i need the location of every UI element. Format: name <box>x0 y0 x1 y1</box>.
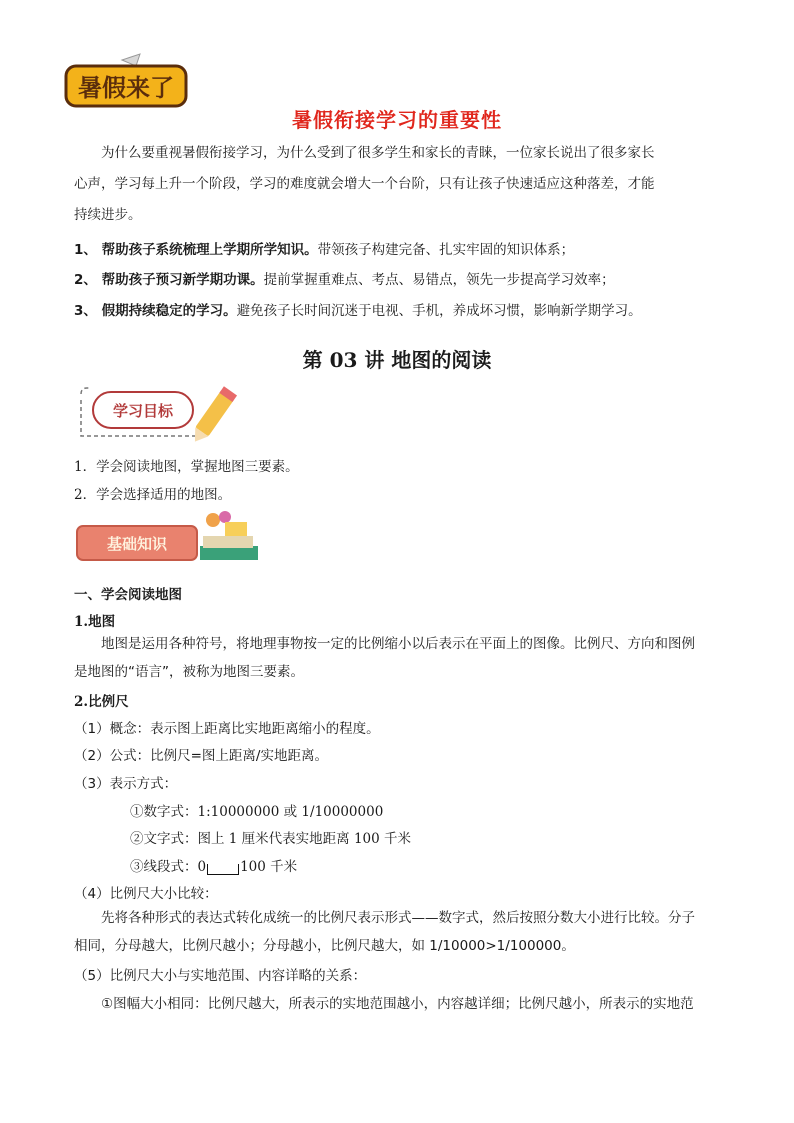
benefit-heading: 3、 假期持续稳定的学习。 <box>74 303 237 319</box>
goal-item: 1．学会阅读地图，掌握地图三要素。 <box>74 459 299 475</box>
scale-formula: （2）公式：比例尺=图上距离/实地距离。 <box>74 748 328 764</box>
benefit-heading: 1、 帮助孩子系统梳理上学期所学知识。 <box>74 242 318 258</box>
benefit-item <box>74 268 615 288</box>
scale-relation-label: （5）比例尺大小与实地范围、内容详略的关系： <box>74 968 367 984</box>
pencil-icon <box>188 386 237 446</box>
compare-line: 相同，分母越大，比例尺越小；分母越小，比例尺越大，如 1/10000>1/100000。 <box>74 938 575 954</box>
scale-form-numeric: ①数字式：1:10000000 或 1/10000000 <box>130 804 384 820</box>
learning-goals-badge <box>75 380 255 446</box>
basic-knowledge-badge <box>75 508 265 574</box>
intro-line: 心声，学习每上升一个阶段，学习的难度就会增大一个台阶，只有让孩子快速适应这种落差，才能 <box>74 176 655 192</box>
benefit-item <box>74 299 642 319</box>
scale-compare-label: （4）比例尺大小比较： <box>74 886 218 902</box>
goal-item: 2．学会选择适用的地图。 <box>74 487 232 503</box>
benefit-item <box>74 238 574 258</box>
intro-paragraph <box>74 138 720 231</box>
benefit-heading: 2、 帮助孩子预习新学期功课。 <box>74 272 264 288</box>
scale-compare-text <box>74 904 720 960</box>
page-title: 暑假衔接学习的重要性 <box>292 108 502 132</box>
section-heading: 一、学会阅读地图 <box>74 587 182 603</box>
benefit-text: 带领孩子构建完备、扎实牢固的知识体系； <box>317 242 575 258</box>
definition-line: 是地图的“语言”，被称为地图三要素。 <box>74 664 304 680</box>
subsection-heading: 1.地图 <box>74 614 116 630</box>
logo-text: 暑假来了 <box>78 74 174 102</box>
compare-line: 先将各种形式的表达式转化成统一的比例尺表示形式——数字式，然后按照分数大小进行比较。分子 <box>101 910 695 926</box>
line-scale-bar <box>207 864 239 875</box>
lesson-title: 第 03 讲 地图的阅读 <box>302 348 492 372</box>
scale-relation-text: ①图幅大小相同：比例尺越大，所表示的实地范围越小，内容越详细；比例尺越小，所表示的实地范 <box>101 996 694 1012</box>
basic-knowledge-label: 基础知识 <box>106 535 168 553</box>
map-definition <box>74 630 720 686</box>
definition-line: 地图是运用各种符号，将地理事物按一定的比例缩小以后表示在平面上的图像。比例尺、方向和图例 <box>101 636 695 652</box>
intro-line: 为什么要重视暑假衔接学习，为什么受到了很多学生和家长的青睐，一位家长说出了很多家长 <box>101 145 655 161</box>
subsection-heading: 2.比例尺 <box>74 694 129 710</box>
line-scale-label: 100 千米 <box>240 859 298 875</box>
benefit-text: 避免孩子长时间沉迷于电视、手机，养成坏习惯，影响新学期学习。 <box>236 303 642 319</box>
line-scale-zero: ③线段式：0 <box>130 859 207 875</box>
scale-form-line <box>130 855 297 875</box>
benefit-text: 提前掌握重难点、考点、易错点，领先一步提高学习效率； <box>263 272 615 288</box>
scale-concept: （1）概念：表示图上距离比实地距离缩小的程度。 <box>74 721 380 737</box>
scale-forms-label: （3）表示方式： <box>74 776 178 792</box>
learning-goals-label: 学习目标 <box>112 402 174 420</box>
intro-line: 持续进步。 <box>74 207 142 223</box>
scale-form-text: ②文字式：图上 1 厘米代表实地距离 100 千米 <box>130 831 412 847</box>
books-icon <box>200 511 258 560</box>
